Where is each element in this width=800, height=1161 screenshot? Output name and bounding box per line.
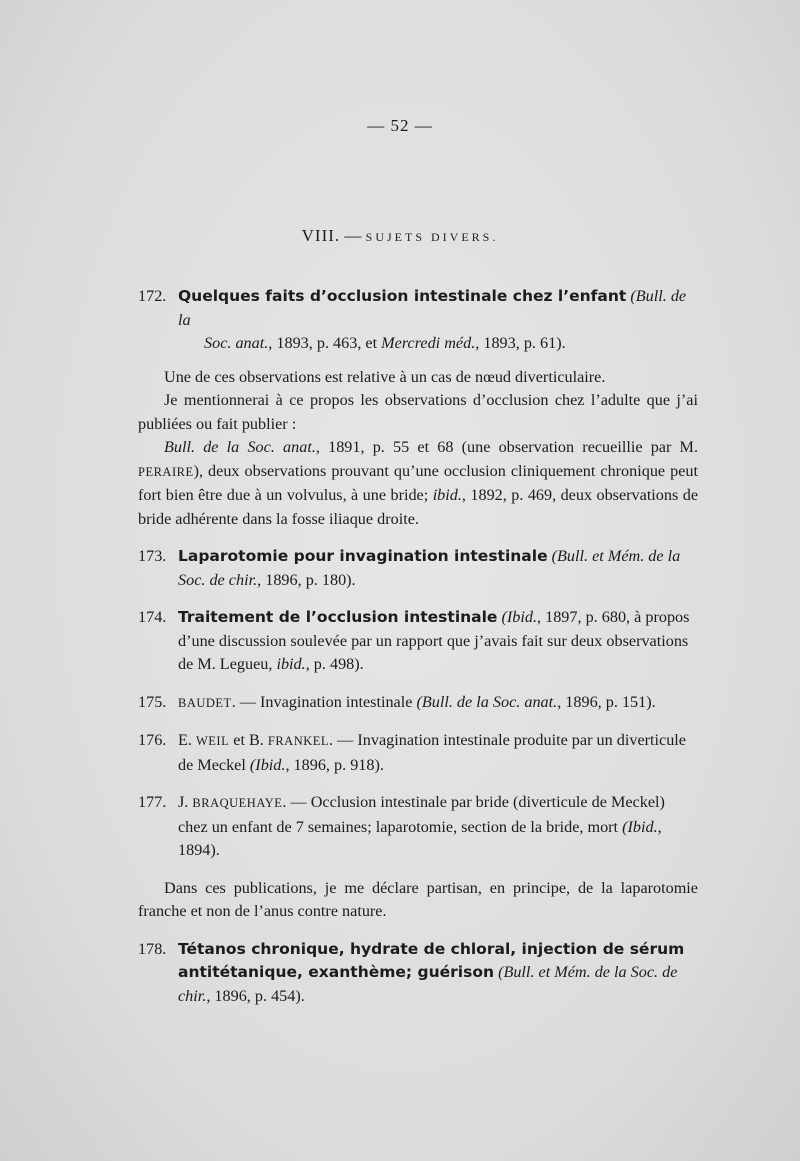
entry-title: Laparotomie pour invagination intestinale bbox=[178, 547, 548, 565]
entry-number: 177. bbox=[138, 793, 167, 811]
author-name: PERAIRE bbox=[138, 464, 194, 479]
paragraph: Je mentionnerai à ce propos les observations d’occlusion chez l’adulte que j’ai publiées ou fait publier : bbox=[138, 391, 698, 433]
entry-number: 175. bbox=[138, 692, 167, 711]
text: , 1891, p. 55 et 68 (une observation recueillie par M. bbox=[315, 438, 698, 456]
entry-ref: (Bull. et Mém. de la Soc. de chir. bbox=[178, 547, 681, 589]
entry-title: Traitement de l’occlusion intestinale bbox=[178, 608, 498, 626]
document-body bbox=[138, 285, 698, 1008]
paragraph bbox=[138, 436, 698, 531]
entry-number: 178. bbox=[138, 939, 167, 958]
citation: Bull. de la Soc. anat. bbox=[164, 438, 316, 456]
section-title: SUJETS DIVERS. bbox=[365, 230, 499, 244]
entry-text: . — Invagination intestinale bbox=[231, 692, 413, 711]
entry-ref: Soc. anat. bbox=[204, 334, 269, 352]
page-number: — 52 — bbox=[367, 116, 433, 135]
entry-177 bbox=[138, 791, 698, 863]
entry-ref: , 1893, p. 463, et bbox=[268, 334, 378, 352]
author-name: BAUDET bbox=[178, 695, 232, 710]
section-dash: — bbox=[344, 226, 362, 245]
entry-175 bbox=[138, 691, 698, 716]
initial: J. bbox=[178, 793, 189, 811]
text: et B. bbox=[233, 731, 264, 749]
entry-text: . — Occlusion intestinale par bride (diverticule de Meckel) chez un enfant de 7 semaines; laparotomie, section de la bride, mort bbox=[178, 793, 665, 836]
entry-ref: , 1893, p. 61). bbox=[475, 334, 566, 352]
entry-176 bbox=[138, 729, 698, 777]
author-name: WEIL bbox=[195, 734, 230, 748]
author-name: BRAQUEHAYE bbox=[192, 796, 283, 810]
initial: E. bbox=[178, 731, 192, 749]
entry-ref: (Bull. de la Soc. anat. bbox=[416, 692, 558, 711]
entry-number: 173. bbox=[138, 547, 167, 565]
entry-172 bbox=[138, 285, 698, 356]
entry-ref: (Bull. de la bbox=[178, 287, 687, 329]
paragraph: Une de ces observations est relative à un cas de nœud diverticulaire. bbox=[164, 367, 606, 386]
paragraph: Dans ces publications, je me déclare partisan, en principe, de la laparotomie franche et non de l’anus contre nature. bbox=[138, 878, 698, 920]
entry-number: 174. bbox=[138, 608, 167, 626]
entry-text: . — Invagination intestinale produite par un diverticule de Meckel bbox=[178, 731, 686, 774]
section-roman: VIII. bbox=[301, 226, 341, 245]
entry-178 bbox=[138, 938, 698, 1009]
entry-ref: (Ibid. bbox=[622, 817, 658, 836]
entry-ref: , 1894). bbox=[178, 817, 662, 859]
entry-ref: (Ibid. bbox=[501, 608, 538, 626]
entry-ref: , p. 498). bbox=[305, 655, 364, 673]
entry-number: 172. bbox=[138, 287, 167, 305]
entry-number: 176. bbox=[138, 731, 167, 749]
entry-ref: (Ibid. bbox=[249, 755, 286, 774]
text: , 1892, p. 469, deux observations de bride adhérente dans la fosse iliaque droite. bbox=[138, 486, 699, 528]
entry-title: Quelques faits d’occlusion intestinale chez l’enfant bbox=[178, 287, 627, 305]
entry-ref: , 1896, p. 180). bbox=[257, 570, 356, 589]
entry-ref: ibid. bbox=[276, 655, 306, 673]
entry-173 bbox=[138, 545, 698, 592]
entry-title: Tétanos chronique, hydrate de chloral, injection de sérum antitétanique, exanthème; guérison bbox=[178, 939, 685, 981]
entry-ref: , 1896, p. 918). bbox=[285, 755, 384, 774]
entry-ref: Mercredi méd. bbox=[381, 334, 476, 352]
entry-ref: , 1896, p. 151). bbox=[557, 692, 656, 711]
entry-174 bbox=[138, 606, 698, 677]
entry-ref: (Bull. et Mém. de la Soc. de chir. bbox=[178, 963, 678, 1005]
section-heading bbox=[0, 226, 800, 246]
text: ), deux observations prouvant qu’une occlusion cliniquement chronique peut fort bien être due à un volvulus, à une bride; bbox=[138, 461, 698, 504]
entry-continuation bbox=[178, 332, 698, 356]
citation: ibid. bbox=[432, 486, 462, 504]
author-name: FRANKEL bbox=[267, 734, 330, 748]
entry-ref: , 1896, p. 454). bbox=[206, 986, 305, 1005]
entry-ref: , 1897, p. 680, à propos d’une discussion soulevée par un rapport que j’avais fait sur deux observations de M. Legueu, bbox=[178, 608, 690, 673]
